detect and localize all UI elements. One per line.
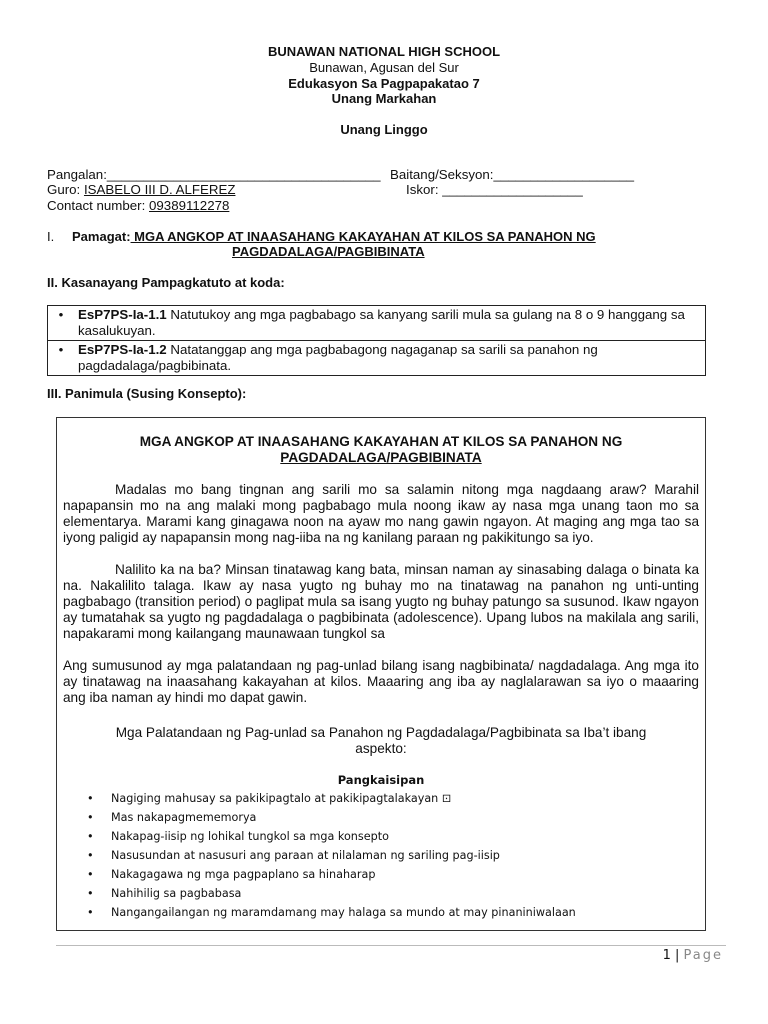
box-title (57, 434, 705, 466)
page-separator: | (670, 948, 684, 963)
score-label: Iskor: (406, 182, 439, 197)
teacher-field (47, 182, 235, 198)
bullet-icon: • (87, 792, 94, 805)
section-1-title-line1: MGA ANGKOP AT INAASAHANG KAKAYAHAN AT KILOS SA PANAHON NG (130, 229, 596, 244)
list-item: • Nasusundan at nasusuri ang paraan at nilalaman ng sariling pag-iisip (57, 846, 576, 865)
traits-list (57, 789, 576, 922)
competency-code: EsP7PS-Ia-1.2 (78, 342, 167, 357)
list-item: • Nahihilig sa pagbabasa (57, 884, 576, 903)
bullet-icon: • (48, 341, 69, 376)
competency-text: Natatanggap ang mga pagbabagong nagaganap sa sarili sa panahon ng pagdadalaga/pagbibinata. (78, 342, 598, 373)
grade-field[interactable] (390, 167, 634, 183)
teacher-label: Guro: (47, 182, 81, 197)
box-title-line2: PAGDADALAGA/PAGBIBINATA (280, 450, 482, 465)
competency-code: EsP7PS-Ia-1.1 (78, 307, 167, 322)
page-word: Page (683, 948, 723, 963)
contact-field (47, 198, 229, 214)
box-title-line1: MGA ANGKOP AT INAASAHANG KAKAYAHAN AT KILOS SA PANAHON NG (139, 434, 623, 449)
concept-box (56, 417, 706, 931)
quarter-title: Unang Markahan (331, 91, 437, 106)
bullet-icon: • (87, 830, 94, 843)
school-name: BUNAWAN NATIONAL HIGH SCHOOL (267, 44, 501, 59)
table-row (48, 306, 706, 341)
section-2-heading: II. Kasanayang Pampagkatuto at koda: (47, 275, 285, 290)
section-1-label: Pamagat: (72, 229, 131, 244)
grade-blank[interactable]: ___________________ (493, 167, 635, 182)
aspect-subheading: Mga Palatandaan ng Pag-unlad sa Panahon ng Pagdadalaga/Pagbibinata sa Iba’t ibang aspekto: (115, 725, 647, 756)
bullet-icon: • (87, 849, 94, 862)
contact-number: 09389112278 (149, 198, 230, 213)
competency-cell (68, 341, 706, 376)
school-location: Bunawan, Agusan del Sur (309, 60, 459, 75)
paragraph-2: Nalilito ka na ba? Minsan tinatawag kang bata, minsan naman ay sinasabing dalaga o binata ka na. Nakalilito talaga. Ikaw ay nasa yugto ng buhay mo na tinatawag na panahon ng unti-unting pagbabago (transition period) o paglipat mula sa isang yugto ng buhay patungo sa susunod. Ikaw ngayon ay tumatahak sa yugto ng pagdadalaga o pagbibinata (adolescence). Upang lubos na makilala ang sarili, napakarami mong kailangang maunawaan tungkol sa (63, 562, 699, 641)
list-item: • Nakagagawa ng mga pagpaplano sa hinaharap (57, 865, 576, 884)
subject-title: Edukasyon Sa Pagpapakatao 7 (288, 76, 480, 91)
name-blank[interactable]: _____________________________________ (106, 167, 381, 182)
box-glyph-icon: ⊡ (441, 792, 452, 805)
grade-label: Baitang/Seksyon: (390, 167, 494, 182)
competency-text: Natutukoy ang mga pagbabago sa kanyang sarili mula sa gulang na 8 o 9 hanggang sa kasalukuyan. (78, 307, 685, 338)
section-1-title-line2: PAGDADALAGA/PAGBIBINATA (232, 244, 425, 259)
name-field[interactable] (47, 167, 381, 183)
contact-label: Contact number: (47, 198, 146, 213)
list-item: • Mas nakapagmememorya (57, 808, 576, 827)
section-1-number: I. (47, 229, 55, 244)
category-heading: Pangkaisipan (337, 773, 425, 787)
list-item: • Nagiging mahusay sa pakikipagtalo at pakikipagtalakayan ⊡ (57, 789, 576, 808)
page-number: 1 (662, 948, 671, 963)
list-item: • Nakapag-iisip ng lohikal tungkol sa mga konsepto (57, 827, 576, 846)
teacher-name: ISABELO III D. ALFEREZ (83, 182, 236, 197)
name-label: Pangalan: (47, 167, 107, 182)
competency-table (47, 305, 706, 376)
footer-divider (56, 945, 726, 946)
page-footer (663, 948, 723, 963)
score-field[interactable] (406, 182, 583, 198)
bullet-icon: • (48, 306, 69, 341)
section-3-heading: III. Panimula (Susing Konsepto): (47, 386, 247, 401)
bullet-icon: • (87, 811, 94, 824)
score-blank[interactable]: ___________________ (442, 182, 583, 197)
table-row (48, 341, 706, 376)
paragraph-3: Ang sumusunod ay mga palatandaan ng pag-unlad bilang isang nagbibinata/ nagdadalaga. Ang mga ito ay tinatawag na inaasahang kakayahan at kilos. Maaaring ang iba ay naglalarawan sa iyo o maaaring ang iba naman ay hindi mo dapat gawin. (63, 658, 699, 705)
paragraph-1: Madalas mo bang tingnan ang sarili mo sa salamin nitong mga nagdaang araw? Marahil napapansin mo na ang malaki mong pagbabago mula noong ikaw ay nasa mga unang taon mo sa elementarya. Marami kang ginagawa noon na ayaw mo nang gawin ngayon. At maging ang mga tao sa iyong paligid ay napapansin mong nag-iiba na ng kanilang paraan ng pakikitungo sa iyo. (63, 482, 699, 545)
week-title: Unang Linggo (340, 122, 428, 137)
bullet-icon: • (87, 906, 94, 919)
list-item: • Nangangailangan ng maramdamang may halaga sa mundo at may pinaniniwalaan (57, 903, 576, 922)
competency-cell (68, 306, 706, 341)
section-1-line1 (47, 229, 596, 245)
bullet-icon: • (87, 868, 94, 881)
bullet-icon: • (87, 887, 94, 900)
